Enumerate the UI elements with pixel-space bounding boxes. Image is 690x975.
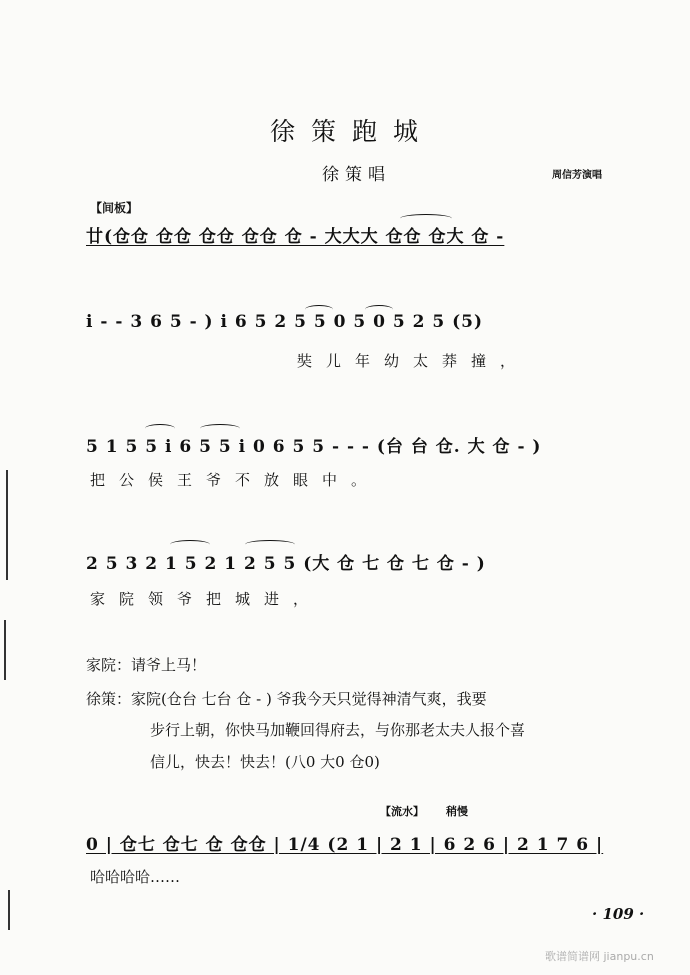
dialogue-line: 家院：请爷上马！ <box>86 656 207 674</box>
slur-mark <box>200 424 240 433</box>
section-label-jianban: 【间板】 <box>90 201 139 215</box>
laugh-text: 哈哈哈哈…… <box>90 868 181 886</box>
lyric-line-2: 把公侯王爷不放眼中。 <box>90 471 381 489</box>
notation-row-3: 5 1 5 5 i 6 5 5 i 0 6 5 5 - - - (台 台 仓. 大 仓 - ) <box>86 437 542 457</box>
scan-edge-mark <box>8 890 10 930</box>
scan-edge-mark <box>6 470 8 580</box>
slur-mark <box>170 540 210 549</box>
dialogue-line: 信儿，快去！快去！(八0 大0 仓0) <box>150 753 380 771</box>
notation-row-4: 2 5 3 2 1 5 2 1 2 5 5 (大 仓 七 仓 七 仓 - ) <box>86 554 486 574</box>
slur-mark <box>365 305 393 314</box>
dialogue-line: 步行上朝，你快马加鞭回得府去，与你那老太夫人报个喜 <box>150 721 526 739</box>
lyric-line-3: 家院领爷把城进， <box>90 590 323 608</box>
tempo-marking: 稍慢 <box>446 805 468 818</box>
notation-row-2: i - - 3 6 5 - ) i 6 5 2 5 5 0 5 0 5 2 5 (5) <box>86 312 484 332</box>
notation-row-1: 廿(仓仓 仓仓 仓仓 仓仓 仓 - 大大大 仓仓 仓大 仓 - <box>86 227 505 247</box>
slur-mark <box>245 540 295 549</box>
notation-row-5: 0 | 仓七 仓七 仓 仓仓 | 1/4 (2 1 | 2 1 | 6 2 6 | 2 1 7 6 | <box>86 835 604 855</box>
section-label-liushui: 【流水】 <box>380 805 424 818</box>
slur-mark <box>145 424 175 433</box>
page-number: · 109 · <box>592 905 645 923</box>
lyric-line-1: 奘儿年幼太莽撞， <box>297 352 530 370</box>
slur-mark <box>305 305 333 314</box>
performer-credit: 周信芳演唱 <box>552 170 602 181</box>
singer-line: 徐策唱 <box>322 165 391 185</box>
watermark: 歌谱简谱网 jianpu.cn <box>545 950 654 963</box>
page-title: 徐策跑城 <box>270 117 435 146</box>
dialogue-line: 徐策：家院(仓台 七台 仓 - ) 爷我今天只觉得神清气爽，我要 <box>86 690 487 708</box>
scan-edge-mark <box>4 620 6 680</box>
slur-mark <box>400 214 452 223</box>
